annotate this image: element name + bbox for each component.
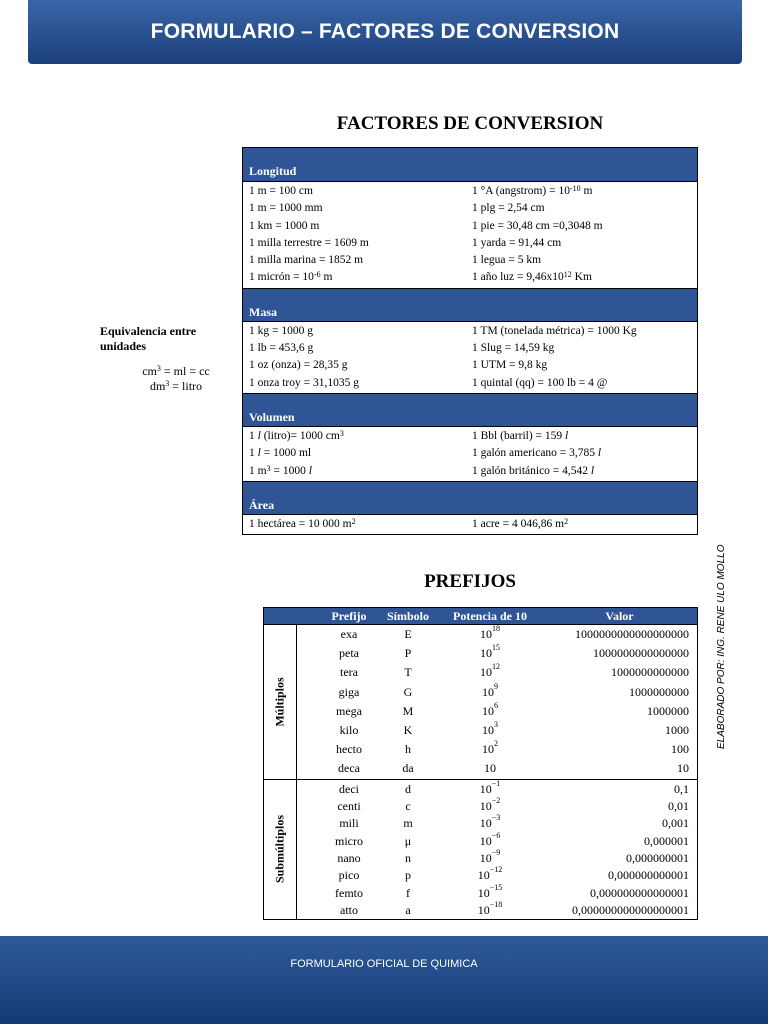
- conversion-right: 1 TM (tonelada métrica) = 1000 Kg: [472, 324, 637, 337]
- conversion-left: 1 l (litro)= 1000 $cm^3$: [249, 428, 344, 442]
- col-prefijo: Prefijo: [331, 609, 367, 623]
- prefix-name: centi: [337, 798, 361, 813]
- conversion-right: 1 Bbl (barril) = 159 l: [472, 429, 569, 442]
- prefix-row: [264, 849, 697, 866]
- prefix-symbol: f: [406, 885, 410, 900]
- conversion-left: 1 micrón = $10^{-6}$ m: [249, 270, 333, 284]
- conversion-left: 1 m = 1000 mm: [249, 202, 323, 215]
- col-simbolo: Símbolo: [386, 609, 429, 623]
- prefix-name: nano: [337, 851, 361, 866]
- conversion-row: [243, 375, 697, 392]
- prefix-name: femto: [335, 885, 363, 900]
- prefix-symbol: h: [405, 742, 411, 757]
- conversion-left: 1 $m^3 = 1000$ l: [249, 463, 312, 477]
- conversion-row: [243, 445, 697, 462]
- equivalence-heading-line1: Equivalencia entre: [100, 324, 197, 338]
- prefix-power: $10^{-2}$: [479, 795, 501, 813]
- section-header-masa: Masa: [243, 288, 697, 322]
- prefixes-table: [263, 607, 698, 920]
- conversion-right: 1 Slug = 14,59 kg: [472, 342, 555, 355]
- conversion-right: 1 yarda = 91,44 cm: [472, 236, 562, 249]
- prefix-name: peta: [339, 646, 359, 661]
- prefix-group-multiplos: [264, 624, 697, 779]
- prefix-value: 0,000000001: [626, 851, 689, 866]
- prefix-symbol: da: [402, 761, 414, 776]
- section-body: [243, 182, 697, 288]
- prefix-name: pico: [338, 868, 360, 883]
- prefix-power: $10^2$: [482, 739, 498, 757]
- section-body: [243, 515, 697, 534]
- conversion-row: [243, 463, 697, 480]
- conversion-right: 1 pie = 30,48 cm =0,3048 m: [472, 219, 603, 232]
- equivalence-heading-line2: unidades: [100, 339, 147, 353]
- prefix-row: [264, 663, 697, 682]
- prefix-power: $10^{18}$: [480, 624, 500, 641]
- prefix-name: giga: [338, 684, 360, 699]
- conversion-right: 1 año luz = $9,46x10^{12}$ Km: [472, 270, 592, 284]
- section-header-longitud: Longitud: [243, 148, 697, 182]
- conversion-right: 1 acre = 4 046,86 $m^2$: [472, 516, 569, 530]
- conversion-left: 1 hectárea = 10 000 $m^2$: [249, 516, 356, 530]
- conversion-left: 1 km = 1000 m: [249, 219, 320, 232]
- conversion-row: [243, 340, 697, 357]
- prefix-row: [264, 759, 697, 778]
- prefix-power: $10^3$: [482, 719, 498, 737]
- col-valor: Valor: [605, 609, 634, 623]
- prefix-power: $10^{-6}$: [479, 830, 501, 848]
- prefix-symbol: G: [403, 684, 413, 699]
- prefix-symbol: m: [403, 816, 413, 831]
- page-footer: [0, 936, 768, 1024]
- conversion-left: 1 l = 1000 ml: [249, 447, 312, 460]
- conversion-row: [243, 218, 697, 235]
- prefix-row: [264, 721, 697, 740]
- conversion-left: 1 onza troy = 31,1035 g: [249, 376, 359, 389]
- col-potencia: Potencia de 10: [453, 609, 527, 623]
- prefix-symbol: a: [405, 903, 411, 918]
- prefix-symbol: d: [405, 781, 411, 796]
- conversion-right: 1 plg = 2,54 cm: [472, 202, 545, 215]
- prefix-value: 0,000000000000000001: [572, 903, 689, 918]
- prefix-name: kilo: [339, 722, 359, 737]
- prefix-power: $10^{-1}$: [479, 778, 501, 796]
- prefix-value: 1000000000: [629, 684, 689, 699]
- conversion-row: [243, 323, 697, 340]
- conversion-row: [243, 516, 697, 533]
- equivalence-line1: $cm^3$ = ml = cc: [142, 364, 210, 378]
- section-body: [243, 427, 697, 481]
- prefix-row: [264, 814, 697, 831]
- prefix-power: $10^{-9}$: [479, 848, 501, 866]
- conversion-left: 1 kg = 1000 g: [249, 324, 313, 337]
- prefix-name: tera: [340, 665, 358, 680]
- section-header-volumen: Volumen: [243, 393, 697, 427]
- group-label-text: Múltiplos: [272, 677, 287, 727]
- conversion-table: [242, 147, 698, 535]
- page-header: [28, 0, 742, 64]
- conversion-right: 1 galón americano = 3,785 l: [472, 447, 602, 460]
- conversion-right: 1 quintal (qq) = 100 lb = 4 @: [472, 376, 608, 389]
- prefix-row: [264, 702, 697, 721]
- conversion-row: [243, 252, 697, 269]
- prefix-power: $10^6$: [482, 700, 498, 718]
- prefix-power: $10^{-3}$: [479, 813, 501, 831]
- prefix-value: 0,1: [674, 781, 689, 796]
- prefixes-title: PREFIJOS: [424, 571, 516, 592]
- prefix-value: 1000000000000000000: [575, 627, 689, 641]
- prefix-name: deca: [338, 761, 360, 776]
- conversion-right: 1 UTM = 9,8 kg: [472, 359, 548, 372]
- prefix-row: [264, 901, 697, 918]
- conversion-row: [243, 269, 697, 286]
- prefix-name: micro: [335, 833, 363, 848]
- prefix-power: $10^9$: [482, 681, 498, 699]
- prefix-symbol: E: [404, 627, 412, 641]
- prefix-symbol: p: [405, 868, 411, 883]
- prefix-power: $10^{-15}$: [477, 882, 503, 900]
- prefixes-header-row: [264, 608, 697, 624]
- equivalence-line2: $dm^3$ = litro: [149, 379, 203, 393]
- footer-text: FORMULARIO OFICIAL DE QUIMICA: [290, 958, 478, 970]
- prefix-value: 100: [671, 742, 689, 757]
- prefix-value: 1000: [665, 722, 689, 737]
- section-header-rea: Área: [243, 481, 697, 515]
- conversion-left: 1 m = 100 cm: [249, 185, 313, 197]
- prefix-row: [264, 884, 697, 901]
- conversion-row: [243, 428, 697, 445]
- conversion-right: 1 legua = 5 km: [472, 254, 542, 267]
- conversion-title: FACTORES DE CONVERSION: [336, 113, 604, 134]
- prefix-name: mili: [339, 816, 359, 831]
- prefix-value: 1000000: [647, 703, 689, 718]
- prefix-value: 10: [677, 761, 689, 776]
- prefix-row: [264, 797, 697, 814]
- conversion-right: 1 °A (angstrom) = $10^{-10}$ m: [472, 184, 593, 197]
- prefix-name: atto: [340, 903, 358, 918]
- prefix-value: 0,01: [668, 798, 689, 813]
- prefix-row: [264, 866, 697, 883]
- prefix-value: 1000000000000000: [593, 646, 689, 661]
- prefix-symbol: P: [404, 646, 412, 661]
- group-label-text: Submúltiplos: [272, 815, 287, 884]
- prefix-power: $10^{12}$: [480, 662, 500, 680]
- prefix-value: 0,000001: [644, 833, 689, 848]
- conversion-left: 1 lb = 453,6 g: [249, 342, 314, 355]
- conversion-row: [243, 235, 697, 252]
- prefix-group-submultiplos: [264, 779, 697, 919]
- prefix-symbol: K: [403, 722, 413, 737]
- conversion-row: [243, 183, 697, 200]
- header-title: FORMULARIO – FACTORES DE CONVERSION: [150, 20, 620, 43]
- conversion-row: [243, 357, 697, 374]
- prefix-value: 1000000000000: [611, 665, 689, 680]
- prefix-name: hecto: [336, 742, 362, 757]
- conversion-left: 1 milla marina = 1852 m: [249, 254, 364, 267]
- conversion-right: 1 galón británico = 4,542 l: [472, 464, 595, 477]
- conversion-row: [243, 200, 697, 217]
- prefix-row: [264, 683, 697, 702]
- prefix-row: [264, 625, 697, 644]
- prefix-symbol: M: [402, 703, 414, 718]
- prefix-name: exa: [340, 627, 358, 641]
- prefix-value: 0,001: [662, 816, 689, 831]
- prefix-power: $10^{-12}$: [477, 865, 503, 883]
- prefix-power: 10: [484, 761, 496, 776]
- prefix-symbol: c: [405, 798, 411, 813]
- prefix-row: [264, 740, 697, 759]
- prefix-symbol: μ: [404, 833, 412, 848]
- prefix-value: 0,000000000001: [608, 868, 689, 883]
- prefix-name: deci: [339, 781, 359, 796]
- author-credit: ELABORADO POR: ING. RENE ULO MOLLO: [716, 544, 727, 750]
- prefix-row: [264, 780, 697, 797]
- equivalence-note: [100, 324, 242, 394]
- prefix-symbol: n: [405, 851, 411, 866]
- conversion-left: 1 oz (onza) = 28,35 g: [249, 359, 348, 372]
- prefix-row: [264, 832, 697, 849]
- prefix-value: 0,000000000000001: [590, 885, 689, 900]
- prefix-name: mega: [336, 703, 362, 718]
- prefix-power: $10^{15}$: [480, 643, 500, 661]
- prefix-power: $10^{-18}$: [477, 900, 503, 918]
- prefix-symbol: T: [404, 665, 412, 680]
- conversion-left: 1 milla terrestre = 1609 m: [249, 236, 369, 249]
- prefix-row: [264, 644, 697, 663]
- section-body: [243, 322, 697, 393]
